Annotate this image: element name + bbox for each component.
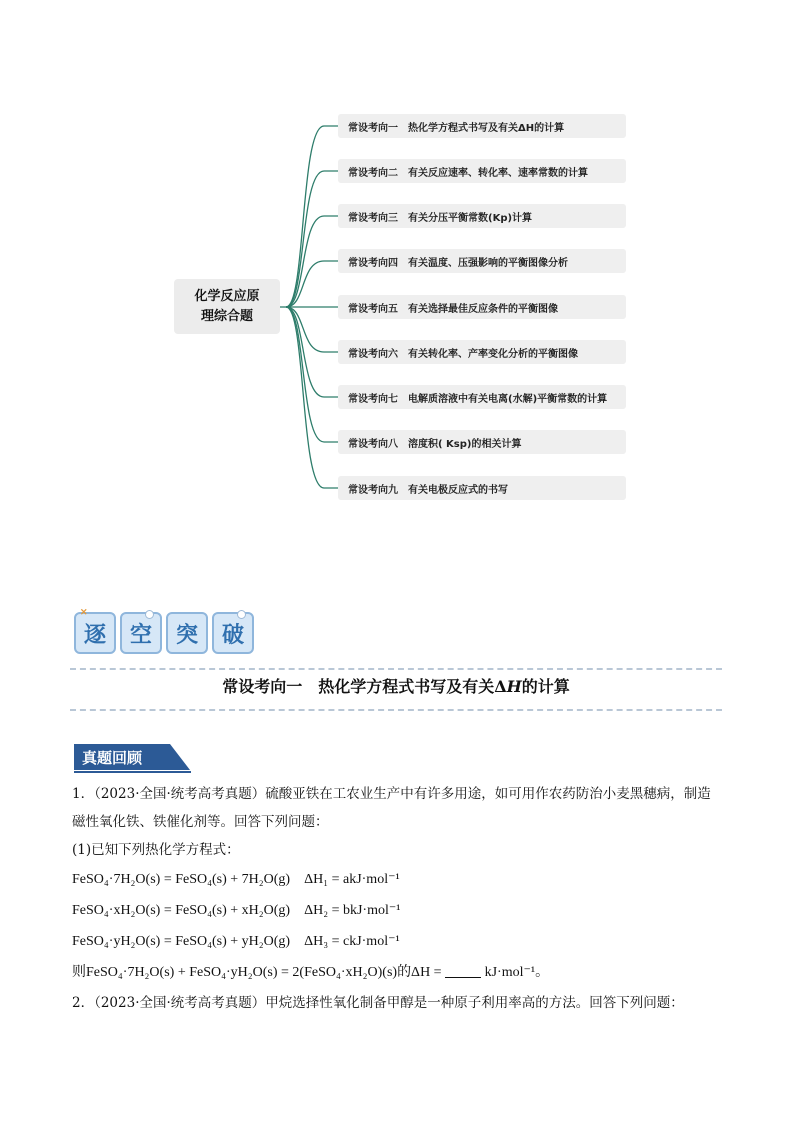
final-unit: kJ·mol⁻¹ <box>484 965 536 980</box>
equation: FeSO₄·yH₂O(s) = FeSO₄(s) + yH₂O(g) <box>72 934 291 949</box>
connector-line <box>286 171 338 307</box>
question-1-sub: (1)已知下列热化学方程式： <box>72 842 240 858</box>
banner-char: 逐 <box>83 621 106 648</box>
branch-tag: 常设考向九 <box>348 484 398 496</box>
equation-row <box>72 895 722 926</box>
enthalpy: ΔH₁ = akJ·mol⁻¹ <box>304 872 400 887</box>
branch-item <box>338 249 626 273</box>
equation: FeSO₄·7H₂O(s) = FeSO₄(s) + 7H₂O(g) <box>72 872 291 887</box>
branch-text: 溶度积( Ksp)的相关计算 <box>408 438 522 450</box>
branch-item <box>338 340 626 364</box>
final-prefix: 则 <box>72 965 86 980</box>
final-equation-row <box>72 957 722 989</box>
branch-text: 电解质溶液中有关电离(水解)平衡常数的计算 <box>408 393 608 405</box>
bubble-icon <box>145 610 154 619</box>
section-title-var: H <box>506 677 522 696</box>
question-content <box>72 780 722 1017</box>
branch-item <box>338 476 626 500</box>
equation-row <box>72 926 722 957</box>
branch-item <box>338 204 626 228</box>
answer-blank[interactable] <box>445 963 481 978</box>
bubble-icon <box>237 610 246 619</box>
branch-item <box>338 385 626 409</box>
review-badge <box>74 744 191 772</box>
root-label-line2: 理综合题 <box>200 308 253 324</box>
divider-bottom <box>70 709 722 711</box>
section-title-suffix: 的计算 <box>521 677 570 696</box>
branch-text: 有关分压平衡常数(Kp)计算 <box>408 212 533 224</box>
branch-tag: 常设考向七 <box>348 393 398 405</box>
banner-tile <box>166 612 208 654</box>
branch-tag: 常设考向一 <box>348 122 398 134</box>
sparkle-icon: ✕ <box>80 608 88 618</box>
banner-char: 空 <box>129 621 152 648</box>
branch-text: 热化学方程式书写及有关ΔH的计算 <box>408 122 565 134</box>
question-1-intro: 1．（2023·全国·统考高考真题）硫酸亚铁在工农业生产中有许多用途，如可用作农药防治小麦黑穗病，制造磁性氧化铁、铁催化剂等。回答下列问题： <box>72 786 711 830</box>
connector-line <box>286 307 338 442</box>
section-banner <box>74 608 254 658</box>
branch-tag: 常设考向二 <box>348 167 398 179</box>
branch-item <box>338 114 626 138</box>
branch-tag: 常设考向四 <box>348 257 398 269</box>
section-title-prefix: 常设考向一 热化学方程式书写及有关Δ <box>222 677 507 696</box>
branch-text: 有关温度、压强影响的平衡图像分析 <box>408 257 568 269</box>
enthalpy: ΔH₃ = ckJ·mol⁻¹ <box>304 934 400 949</box>
branch-text: 有关转化率、产率变化分析的平衡图像 <box>408 348 578 360</box>
branch-item <box>338 430 626 454</box>
banner-tile <box>74 608 116 654</box>
branch-text: 有关反应速率、转化率、速率常数的计算 <box>408 167 588 179</box>
branch-item <box>338 159 626 183</box>
banner-tile <box>212 612 254 654</box>
question-2-intro: 2．（2023·全国·统考高考真题）甲烷选择性氧化制备甲醇是一种原子利用率高的方法。回答下列问题： <box>72 995 684 1011</box>
banner-char: 破 <box>221 621 244 648</box>
root-label-line1: 化学反应原 <box>194 288 260 304</box>
section-title <box>70 674 722 697</box>
branch-text: 有关电极反应式的书写 <box>408 484 508 496</box>
review-label: 真题回顾 <box>82 749 143 767</box>
enthalpy: ΔH₂ = bkJ·mol⁻¹ <box>304 903 401 918</box>
equation: FeSO₄·xH₂O(s) = FeSO₄(s) + xH₂O(g) <box>72 903 291 918</box>
branch-tag: 常设考向八 <box>348 438 398 450</box>
branch-text: 有关选择最佳反应条件的平衡图像 <box>408 303 558 315</box>
equation-row <box>72 864 722 895</box>
divider-top <box>70 668 722 670</box>
mind-map-root <box>174 279 280 334</box>
branch-item <box>338 295 626 319</box>
final-mid: 的ΔH = <box>397 965 442 980</box>
banner-tile <box>120 612 162 654</box>
final-equation: FeSO₄·7H₂O(s) + FeSO₄·yH₂O(s) = 2(FeSO₄·xH₂O)(s) <box>86 965 398 980</box>
branch-tag: 常设考向五 <box>348 303 398 315</box>
banner-char: 突 <box>175 621 198 648</box>
final-end: 。 <box>535 965 550 980</box>
branch-tag: 常设考向六 <box>348 348 398 360</box>
branch-tag: 常设考向三 <box>348 212 398 224</box>
mind-map <box>0 0 794 520</box>
